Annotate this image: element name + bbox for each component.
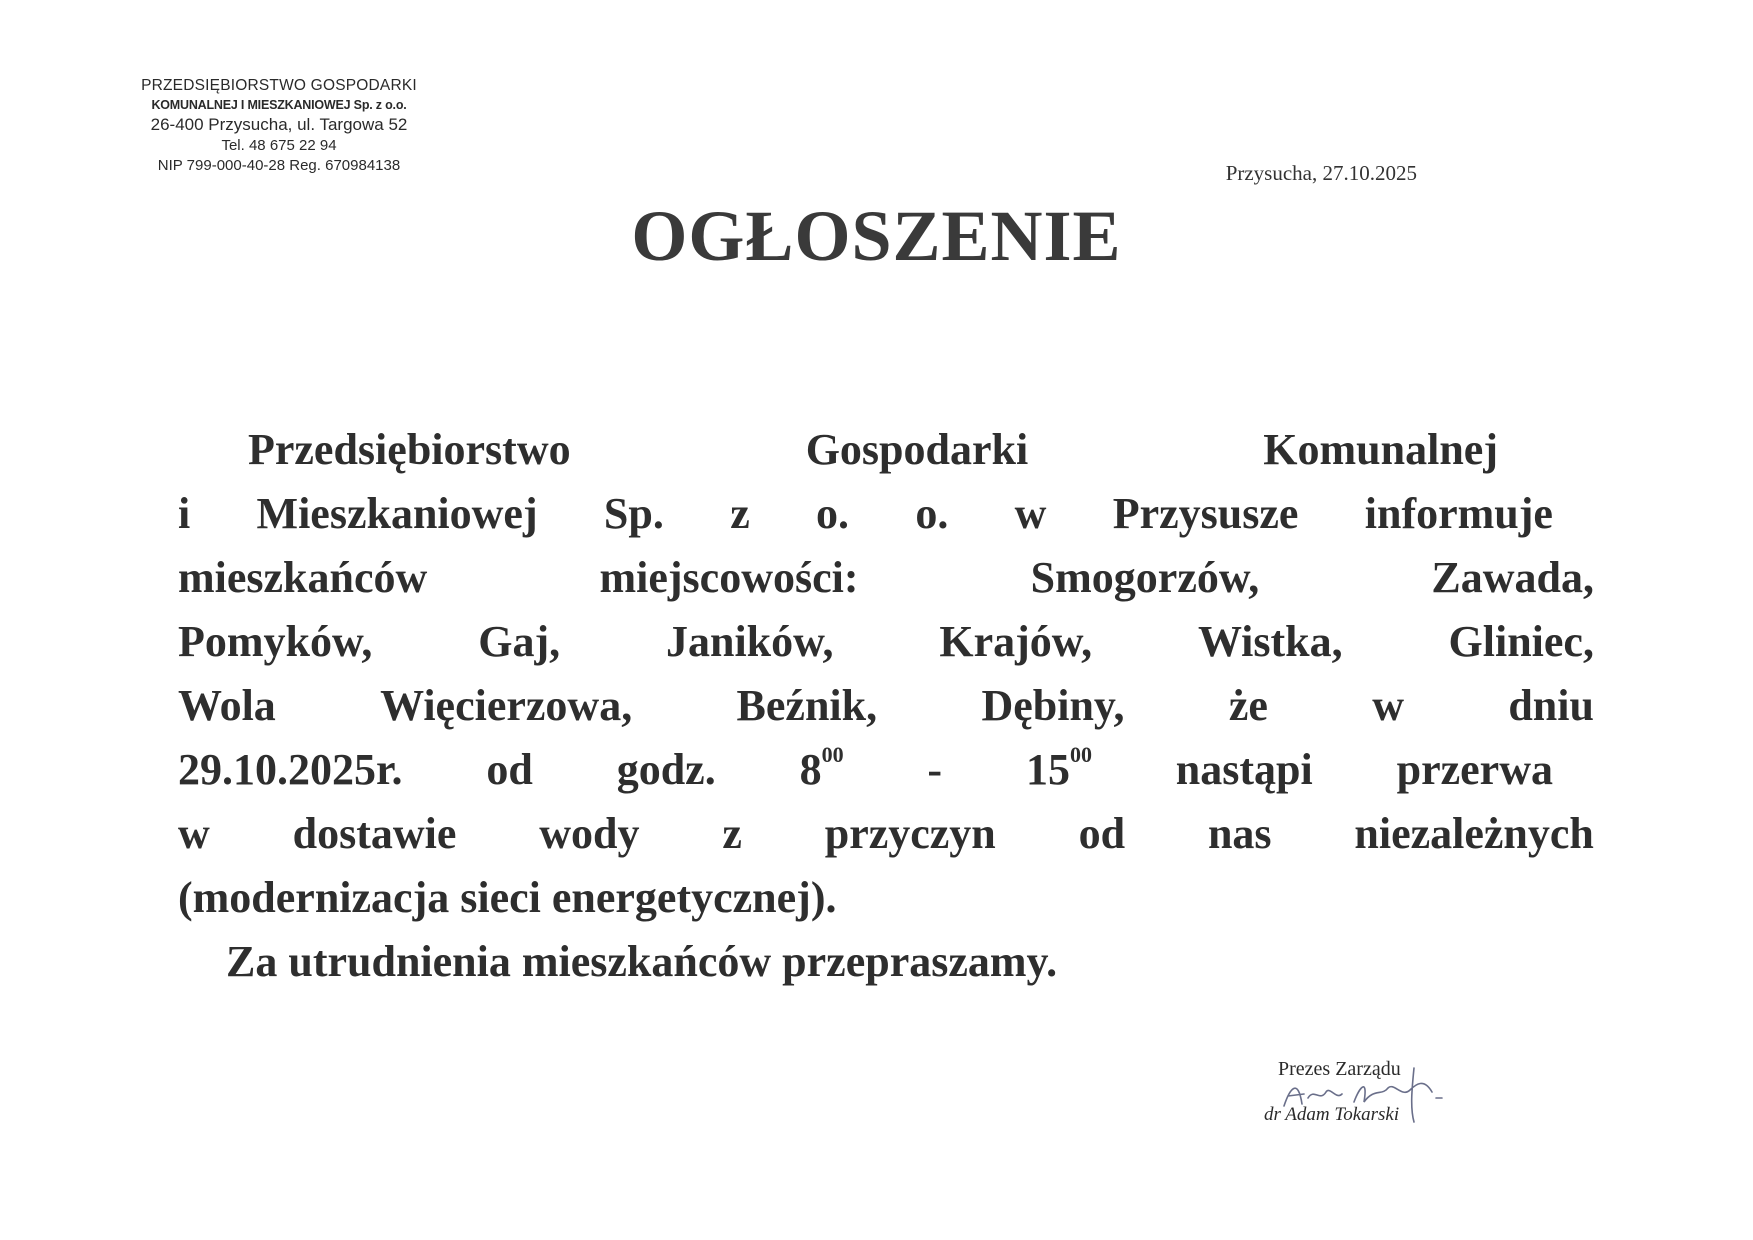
body-word: w — [178, 809, 210, 858]
body-word: od — [1078, 809, 1126, 858]
signatory-name: dr Adam Tokarski — [1264, 1104, 1400, 1125]
body-word: o. — [816, 489, 850, 538]
outage-end-time — [1026, 738, 1092, 802]
body-word: nastąpi — [1175, 745, 1313, 794]
body-line-6 — [178, 738, 1553, 802]
body-word: Gaj, — [478, 617, 561, 666]
body-line-2 — [178, 482, 1553, 546]
body-word: i — [178, 489, 191, 538]
body-word: Komunalnej — [1263, 425, 1498, 474]
body-line-5 — [178, 674, 1594, 738]
body-word: informuje — [1364, 489, 1553, 538]
body-line-1 — [178, 418, 1498, 482]
body-word: Krajów, — [939, 617, 1093, 666]
body-word: Smogorzów, — [1030, 553, 1260, 602]
stamp-address: 26-400 Przysucha, ul. Targowa 52 — [150, 115, 408, 134]
page-title: OGŁOSZENIE — [631, 196, 1122, 276]
body-word: nas — [1207, 809, 1272, 858]
body-word: od — [486, 745, 533, 794]
body-line-4 — [178, 610, 1594, 674]
company-stamp — [128, 78, 430, 178]
outage-start-time — [800, 738, 844, 802]
body-word: w — [1014, 489, 1047, 538]
body-word: przyczyn — [824, 809, 996, 858]
outage-date: 29.10.2025r. — [178, 745, 403, 794]
start-hour: 8 — [799, 745, 822, 794]
body-word: mieszkańców — [178, 553, 428, 602]
stamp-phone: Tel. 48 675 22 94 — [221, 137, 337, 154]
body-word: Beźnik, — [736, 681, 878, 730]
body-word: Janików, — [665, 617, 834, 666]
signatory-role: Prezes Zarządu — [1278, 1058, 1401, 1080]
body-word: Dębiny, — [981, 681, 1125, 730]
body-word: dniu — [1508, 681, 1594, 730]
body-word: Sp. — [603, 489, 664, 538]
body-line-text: (modernizacja sieci energetycznej). — [178, 873, 837, 922]
document-date: Przysucha, 27.10.2025 — [1225, 161, 1417, 185]
body-word: Wistka, — [1197, 617, 1343, 666]
announcement-body — [178, 418, 1594, 994]
stamp-tax-ids: NIP 799-000-40-28 Reg. 670984138 — [157, 157, 401, 174]
apology-line — [178, 930, 1594, 994]
time-dash: - — [927, 745, 943, 794]
body-line-8 — [178, 866, 1594, 930]
body-line-7 — [178, 802, 1594, 866]
stamp-company-name-line1: PRZEDSIĘBIORSTWO GOSPODARKI — [141, 77, 417, 94]
body-word: Więcierzowa, — [380, 681, 633, 730]
body-word: Pomyków, — [178, 617, 373, 666]
body-word: Wola — [178, 681, 276, 730]
body-word: Przysusze — [1112, 489, 1299, 538]
start-minutes: 00 — [821, 742, 844, 767]
body-word: że — [1228, 681, 1268, 730]
body-word: dostawie — [292, 809, 457, 858]
body-word: godz. — [616, 745, 716, 794]
apology-text: Za utrudnienia mieszkańców przepraszamy. — [226, 937, 1058, 986]
signature-block — [1264, 1058, 1474, 1148]
body-word: Mieszkaniowej — [256, 489, 538, 538]
body-word: z — [730, 489, 750, 538]
body-word: miejscowości: — [599, 553, 859, 602]
body-word: Gliniec, — [1448, 617, 1594, 666]
body-word: Gospodarki — [805, 425, 1029, 474]
body-word: o. — [915, 489, 949, 538]
end-minutes: 00 — [1069, 742, 1092, 767]
body-word: Przedsiębiorstwo — [248, 425, 571, 474]
body-word: Zawada, — [1431, 553, 1594, 602]
body-word: w — [1372, 681, 1404, 730]
body-word: z — [722, 809, 742, 858]
body-word: niezależnych — [1354, 809, 1594, 858]
body-line-3 — [178, 546, 1594, 610]
stamp-company-name-line2: KOMUNALNEJ I MIESZKANIOWEJ Sp. z o.o. — [151, 97, 407, 112]
end-hour: 15 — [1025, 745, 1070, 794]
body-word: przerwa — [1396, 745, 1553, 794]
body-word: wody — [539, 809, 640, 858]
